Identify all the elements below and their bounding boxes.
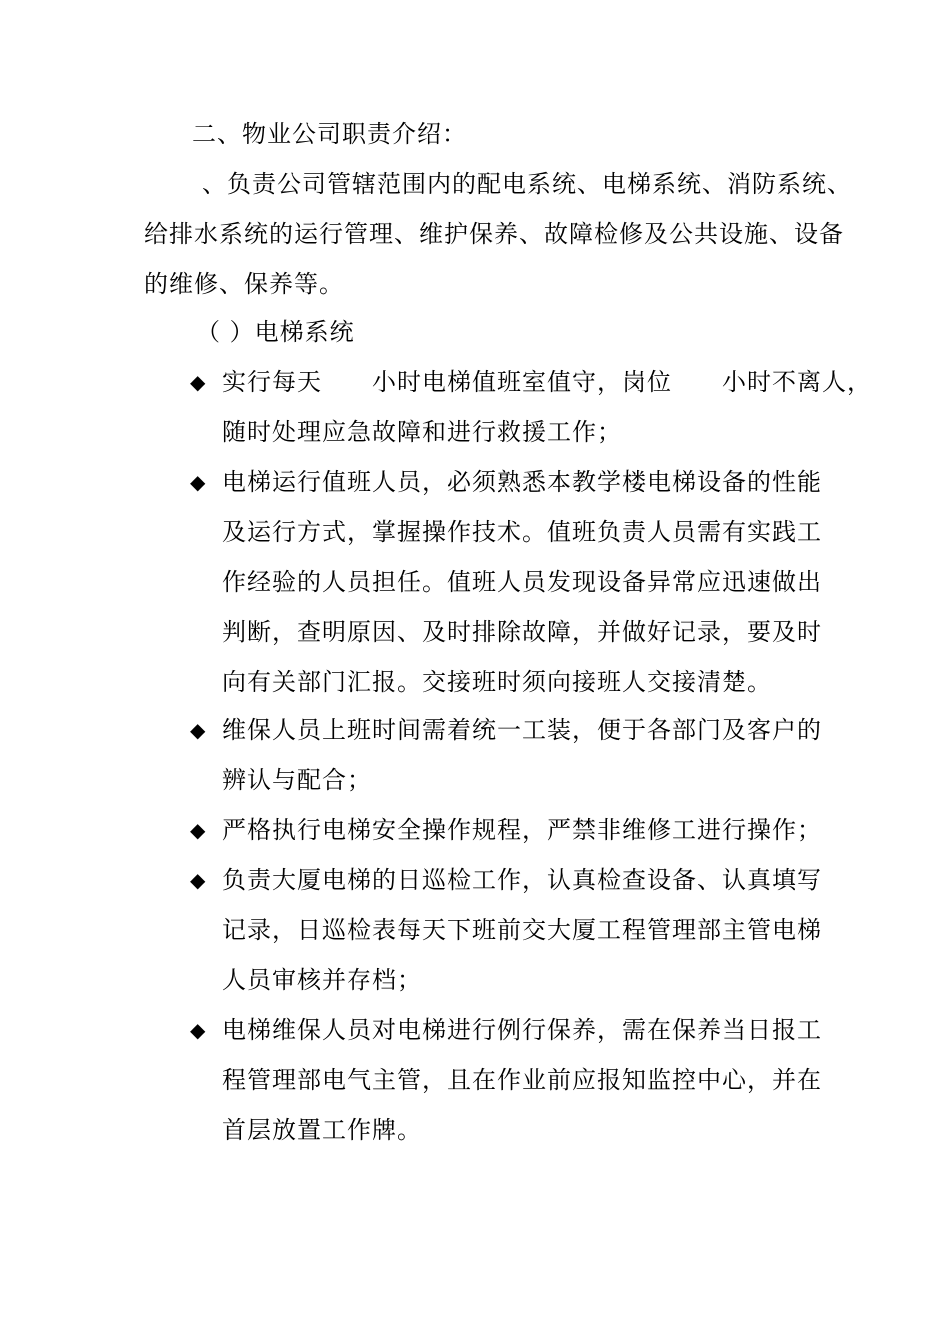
intro-line-1: 、负责公司管辖范围内的配电系统、电梯系统、消防系统、 [202,170,852,198]
bullet-diamond-icon: ◆ [190,868,206,892]
list-item-5-line-2: 记录，日巡检表每天下班前交大厦工程管理部主管电梯 [222,916,822,944]
list-item-1-line-1: 实行每天 小时电梯值班室值守，岗位 小时不离人， [222,368,872,396]
subsection-heading: （ ）电梯系统 [196,318,355,346]
bullet-diamond-icon: ◆ [190,1018,206,1042]
list-item-2-line-4: 判断，查明原因、及时排除故障，并做好记录，要及时 [222,618,822,646]
list-item-5-line-3: 人员审核并存档； [222,966,422,994]
list-item-1-line-2: 随时处理应急故障和进行救援工作； [222,418,622,446]
bullet-diamond-icon: ◆ [190,470,206,494]
intro-line-2: 给排水系统的运行管理、维护保养、故障检修及公共设施、设备 [144,220,844,248]
bullet-diamond-icon: ◆ [190,370,206,394]
list-item-2-line-1: 电梯运行值班人员，必须熟悉本教学楼电梯设备的性能 [222,468,822,496]
bullet-diamond-icon: ◆ [190,718,206,742]
list-item-2-line-3: 作经验的人员担任。值班人员发现设备异常应迅速做出 [222,568,822,596]
list-item-6-line-1: 电梯维保人员对电梯进行例行保养，需在保养当日报工 [222,1016,822,1044]
list-item-6-line-3: 首层放置工作牌。 [222,1116,422,1144]
list-item-4-line-1: 严格执行电梯安全操作规程，严禁非维修工进行操作； [222,816,822,844]
intro-line-3: 的维修、保养等。 [144,270,344,298]
list-item-5-line-1: 负责大厦电梯的日巡检工作，认真检查设备、认真填写 [222,866,822,894]
list-item-2-line-5: 向有关部门汇报。交接班时须向接班人交接清楚。 [222,668,772,696]
list-item-3-line-2: 辨认与配合； [222,766,372,794]
section-heading: 二、物业公司职责介绍： [192,120,467,148]
list-item-3-line-1: 维保人员上班时间需着统一工装，便于各部门及客户的 [222,716,822,744]
list-item-6-line-2: 程管理部电气主管，且在作业前应报知监控中心，并在 [222,1066,822,1094]
bullet-diamond-icon: ◆ [190,818,206,842]
list-item-2-line-2: 及运行方式，掌握操作技术。值班负责人员需有实践工 [222,518,822,546]
